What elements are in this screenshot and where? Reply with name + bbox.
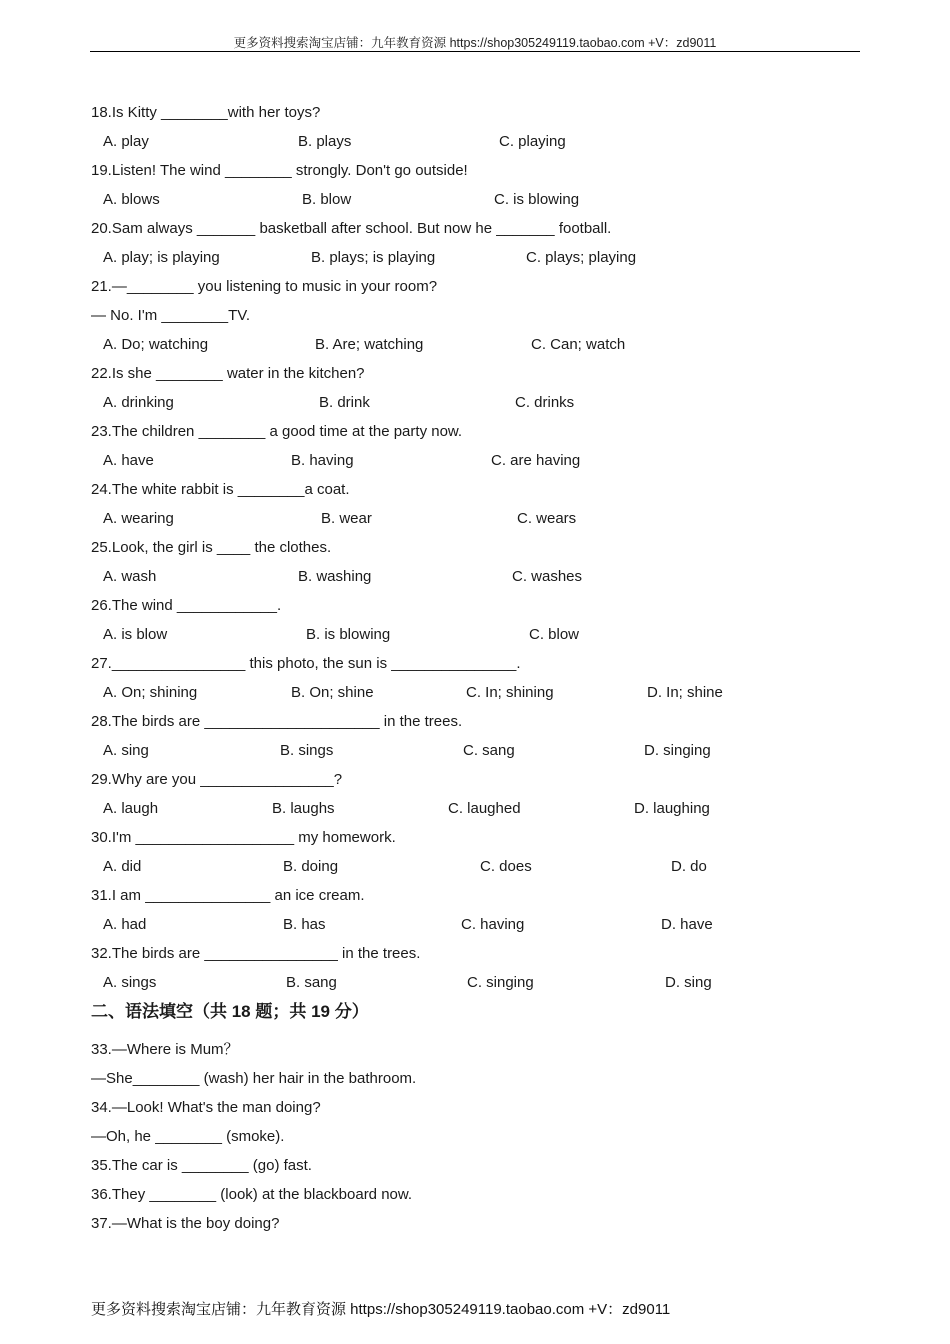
question-stem: 25.Look, the girl is ____ the clothes.: [91, 539, 332, 556]
question-line: —Oh, he ________ (smoke).: [91, 1128, 285, 1145]
options-row: [91, 127, 871, 156]
options-row: [91, 736, 871, 765]
question-stem: 27.________________ this photo, the sun is _______________.: [91, 655, 521, 672]
question-line: 35.The car is ________ (go) fast.: [91, 1157, 312, 1174]
answer-option: C. playing: [499, 133, 566, 150]
answer-option: D. have: [661, 916, 713, 933]
question-stem: 24.The white rabbit is ________a coat.: [91, 481, 350, 498]
question-stem: 32.The birds are ________________ in the trees.: [91, 945, 421, 962]
answer-option: B. laughs: [272, 800, 335, 817]
answer-option: A. had: [103, 916, 147, 933]
question-stem: 18.Is Kitty ________with her toys?: [91, 104, 321, 121]
answer-option: A. wash: [103, 568, 157, 585]
question-stem: 29.Why are you ________________?: [91, 771, 343, 788]
answer-option: A. wearing: [103, 510, 174, 527]
options-row: [91, 388, 871, 417]
answer-option: B. drink: [319, 394, 370, 411]
answer-option: C. In; shining: [466, 684, 554, 701]
answer-option: B. washing: [298, 568, 372, 585]
header-divider: [90, 51, 860, 52]
options-row: [91, 910, 871, 939]
answer-option: B. is blowing: [306, 626, 391, 643]
answer-option: A. did: [103, 858, 142, 875]
answer-option: A. On; shining: [103, 684, 198, 701]
answer-option: B. plays; is playing: [311, 249, 436, 266]
answer-option: B. blow: [302, 191, 352, 208]
answer-option: B. doing: [283, 858, 339, 875]
answer-option: C. Can; watch: [531, 336, 626, 353]
answer-option: C. singing: [467, 974, 534, 991]
answer-option: B. On; shine: [291, 684, 374, 701]
question-stem: 21.—________ you listening to music in your room?: [91, 278, 438, 295]
answer-option: C. does: [480, 858, 532, 875]
answer-option: A. laugh: [103, 800, 159, 817]
question-stem: 20.Sam always _______ basketball after school. But now he _______ football.: [91, 220, 612, 237]
answer-option: C. wears: [517, 510, 577, 527]
question-stem: 22.Is she ________ water in the kitchen?: [91, 365, 365, 382]
question-stem: 31.I am _______________ an ice cream.: [91, 887, 365, 904]
answer-option: A. is blow: [103, 626, 168, 643]
answer-option: C. washes: [512, 568, 583, 585]
question-content: [91, 98, 871, 1238]
answer-option: C. plays; playing: [526, 249, 637, 266]
answer-option: C. drinks: [515, 394, 575, 411]
options-row: [91, 243, 871, 272]
page-footer: 更多资料搜索淘宝店铺：九年教育资源 https://shop305249119.taobao.com +V：zd9011: [91, 1301, 671, 1318]
answer-option: A. blows: [103, 191, 160, 208]
answer-option: A. sing: [103, 742, 149, 759]
answer-option: D. laughing: [634, 800, 710, 817]
options-row: [91, 330, 871, 359]
options-row: [91, 446, 871, 475]
options-row: [91, 968, 871, 997]
section-title: 二、语法填空（共 18 题；共 19 分）: [91, 1002, 369, 1021]
answer-option: B. plays: [298, 133, 352, 150]
question-stem: 26.The wind ____________.: [91, 597, 282, 614]
page-header: 更多资料搜索淘宝店铺：九年教育资源 https://shop305249119.taobao.com +V：zd9011: [233, 36, 717, 50]
answer-option: B. has: [283, 916, 326, 933]
question-line: 37.—What is the boy doing?: [91, 1215, 280, 1232]
answer-option: B. sang: [286, 974, 337, 991]
answer-option: D. do: [671, 858, 707, 875]
answer-option: C. sang: [463, 742, 515, 759]
question-stem: 28.The birds are _____________________ in the trees.: [91, 713, 463, 730]
options-row: [91, 678, 871, 707]
answer-option: A. have: [103, 452, 154, 469]
question-stem: 23.The children ________ a good time at the party now.: [91, 423, 463, 440]
answer-option: A. drinking: [103, 394, 174, 411]
answer-option: C. are having: [491, 452, 581, 469]
options-row: [91, 562, 871, 591]
answer-option: A. play; is playing: [103, 249, 220, 266]
answer-option: B. wear: [321, 510, 372, 527]
options-row: [91, 185, 871, 214]
multiple-choice-questions: [91, 98, 871, 997]
answer-option: B. sings: [280, 742, 334, 759]
question-stem: 30.I'm ___________________ my homework.: [91, 829, 396, 846]
answer-option: C. having: [461, 916, 525, 933]
question-line: —She________ (wash) her hair in the bathroom.: [91, 1070, 417, 1087]
answer-option: D. sing: [665, 974, 712, 991]
options-row: [91, 852, 871, 881]
fill-blank-questions: [91, 1035, 871, 1238]
options-row: [91, 504, 871, 533]
question-stem: — No. I'm ________TV.: [91, 307, 251, 324]
answer-option: D. In; shine: [647, 684, 723, 701]
question-line: 36.They ________ (look) at the blackboard now.: [91, 1186, 413, 1203]
answer-option: C. blow: [529, 626, 580, 643]
question-line: 34.—Look! What's the man doing?: [91, 1099, 321, 1116]
options-row: [91, 794, 871, 823]
answer-option: C. is blowing: [494, 191, 580, 208]
answer-option: B. Are; watching: [315, 336, 424, 353]
question-stem: 19.Listen! The wind ________ strongly. Don't go outside!: [91, 162, 468, 179]
answer-option: A. Do; watching: [103, 336, 209, 353]
options-row: [91, 620, 871, 649]
answer-option: D. singing: [644, 742, 711, 759]
question-line: 33.—Where is Mum？: [91, 1041, 239, 1058]
answer-option: A. play: [103, 133, 149, 150]
answer-option: B. having: [291, 452, 354, 469]
answer-option: A. sings: [103, 974, 157, 991]
answer-option: C. laughed: [448, 800, 521, 817]
